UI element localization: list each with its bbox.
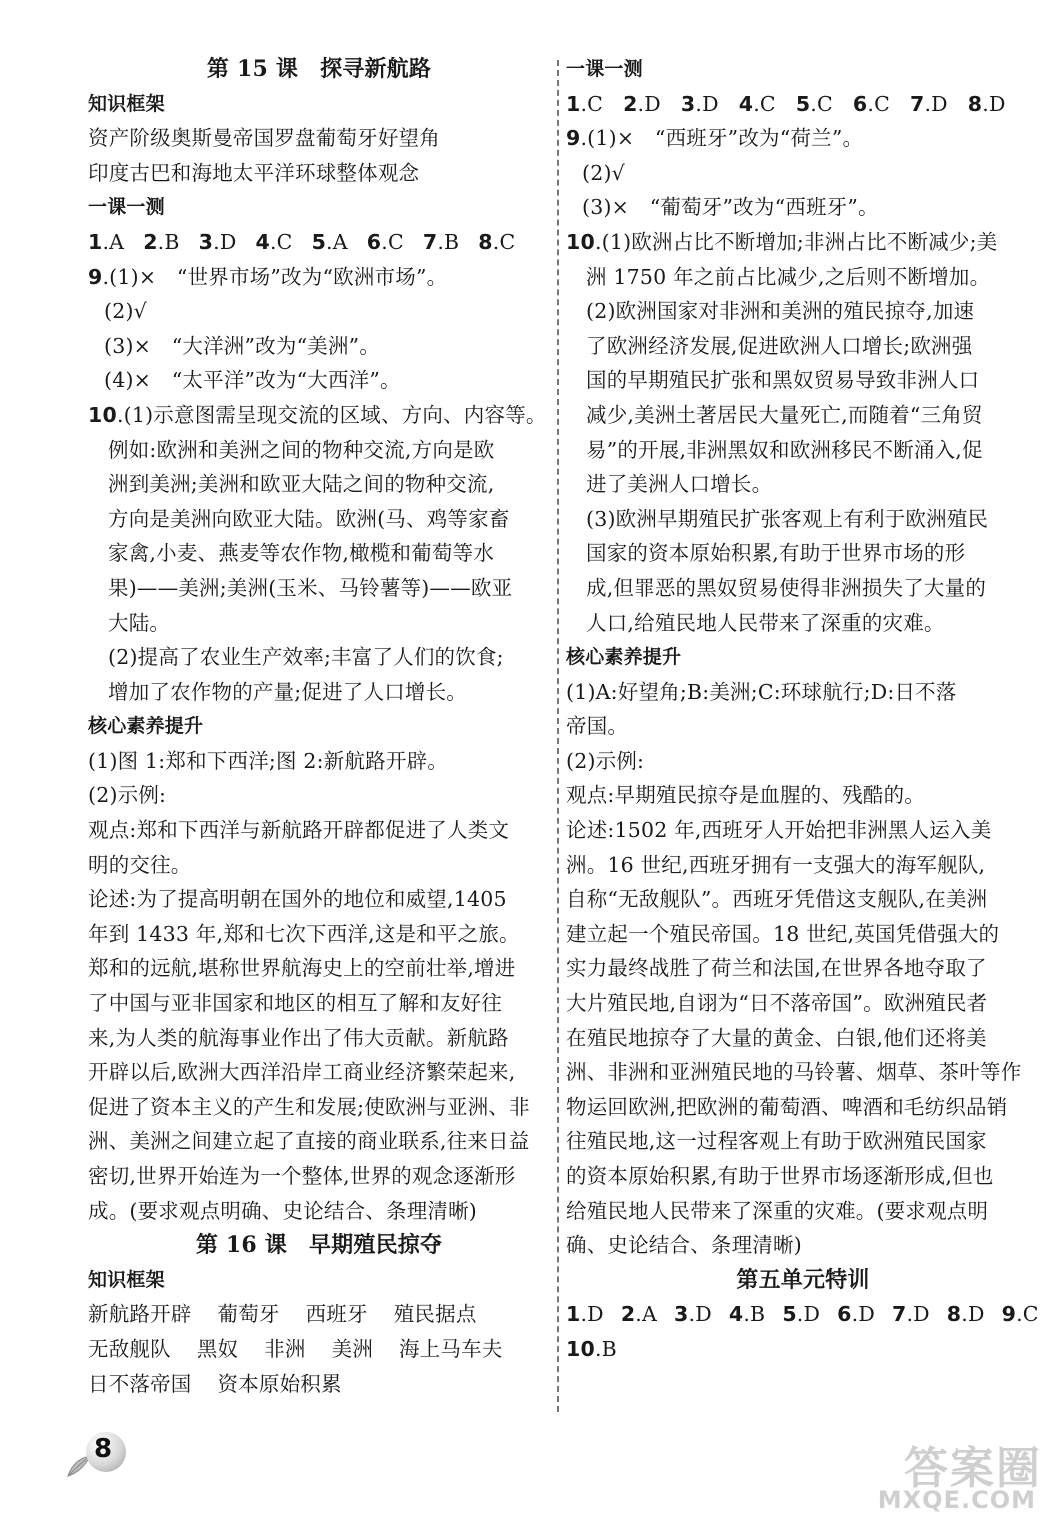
answer-item [143, 225, 179, 260]
lesson-15-title: 第 15 课 探寻新航路 [206, 56, 432, 82]
answer-choice: .C [1016, 1302, 1039, 1327]
text-line: 论述:为了提高明朝在国外的地位和威望,1405 [88, 887, 507, 912]
text-line: 洲、非洲和亚洲殖民地的马铃薯、烟草、茶叶等作 [566, 1060, 1022, 1085]
term: 环球 [295, 160, 337, 185]
answer-number: 5 [795, 91, 811, 116]
answer-choice: .B [743, 1302, 766, 1327]
answer-line [88, 363, 550, 398]
text-line: 来,为人类的航海事业作出了伟大贡献。新航路 [88, 1025, 509, 1050]
term: 新航路开辟 [88, 1302, 192, 1327]
answer-number: 7 [909, 91, 925, 116]
answer-number: 5 [782, 1302, 797, 1327]
text-line: 了中国与亚非国家和地区的相互了解和友好往 [88, 991, 502, 1016]
answer-number: 2 [620, 1302, 636, 1327]
term: 好望角 [377, 126, 440, 151]
answer-number: 6 [837, 1302, 852, 1327]
answer-choice: .D [213, 229, 237, 254]
answer-line: 减少,美洲土著居民大量死亡,而随着“三角贸 [586, 402, 983, 427]
text-line: 促进了资本主义的产生和发展;使欧洲与亚洲、非 [88, 1094, 530, 1119]
text-line: (1)图 1:郑和下西洋;图 2:新航路开辟。 [88, 748, 448, 773]
answer-text: .(1)欧洲占比不断增加;非洲占比不断减少;美 [594, 229, 998, 254]
answer-line [566, 121, 1040, 156]
term: 葡萄牙 [315, 126, 378, 151]
answer-number: 6 [366, 229, 382, 254]
answer-item [566, 1297, 604, 1332]
text-line: (1)A:好望角;B:美洲;C:环球航行;D:日不落 [566, 679, 957, 704]
term: 海上马车夫 [399, 1336, 503, 1361]
answer-item [947, 1297, 985, 1332]
answer-number: 4 [728, 1302, 744, 1327]
question-9 [88, 260, 550, 398]
term: 非洲 [264, 1336, 306, 1361]
text-line: 洲、美洲之间建立起了直接的商业联系,往来日益 [88, 1129, 530, 1154]
answer-number: 2 [143, 229, 158, 254]
core-literacy-content [88, 744, 550, 1228]
answer-number: 4 [738, 91, 754, 116]
answer-item [621, 1297, 657, 1332]
answer-line [566, 225, 1040, 260]
unit-answer-row [566, 1297, 1040, 1332]
answer-item [478, 225, 515, 260]
answer-choice: .D [637, 91, 661, 116]
answer-line: 洲 1750 年之前占比减少,之后则不断增加。 [586, 264, 991, 289]
answer-choice: .C [753, 91, 776, 116]
term: 罗盘 [274, 126, 316, 151]
answer-text: .(1)× “世界市场”改为“欧洲市场”。 [102, 264, 448, 289]
answer-line: 易”的开展,非洲黑奴和欧洲移民不断涌入,促 [586, 437, 983, 462]
answer-text: .(1)示意图需呈现交流的区域、方向、内容等。 [116, 402, 547, 427]
answer-row [566, 87, 1040, 122]
answer-number: 5 [311, 229, 327, 254]
answer-line: 大陆。 [108, 610, 171, 635]
question-number: 10 [88, 402, 117, 427]
term: 黑奴 [196, 1336, 239, 1361]
answer-item [782, 1297, 820, 1332]
answer-item [739, 87, 776, 122]
answer-choice: .C [867, 91, 890, 116]
term: 奥斯曼帝国 [170, 126, 275, 151]
answer-item [910, 87, 948, 122]
answer-line: 人口,给殖民地人民带来了深重的灾难。 [586, 610, 945, 635]
right-column [566, 52, 1040, 1367]
text-line: 给殖民地人民带来了深重的灾难。(要求观点明 [566, 1198, 989, 1223]
answer-choice: .D [580, 1302, 604, 1327]
answer-number: 2 [623, 91, 638, 116]
answer-item [423, 225, 459, 260]
answer-item [255, 225, 292, 260]
watermark-logo [872, 1432, 1042, 1518]
question-10 [88, 398, 550, 709]
term-row [88, 1367, 550, 1402]
answer-choice: .A [635, 1302, 658, 1327]
core-literacy-content [566, 675, 1040, 1263]
core-literacy-heading: 核心素养提升 [88, 715, 204, 738]
answer-line: 洲到美洲;美洲和欧亚大陆之间的物种交流, [108, 472, 495, 497]
answer-choice: .A [326, 229, 348, 254]
question-number: 10 [566, 229, 595, 254]
answer-line: 国家的资本原始积累,有助于世界市场的形 [586, 541, 966, 566]
text-line: 观点:郑和下西洋与新航路开辟都促进了人类文 [88, 818, 510, 843]
question-number: 9 [566, 126, 581, 151]
term: 殖民据点 [393, 1302, 477, 1327]
answer-line: (2)欧洲国家对非洲和美洲的殖民掠夺,加速 [586, 299, 975, 324]
term: 古巴和海地 [129, 160, 233, 185]
knowledge-framework-terms [88, 1297, 550, 1401]
answer-item [968, 87, 1006, 122]
answer-choice: .C [810, 91, 833, 116]
term: 太平洋 [232, 160, 296, 185]
answer-choice: .D [961, 1302, 985, 1327]
term-row [88, 156, 550, 191]
answer-line: 了欧洲经济发展,促进欧洲人口增长;欧洲强 [586, 333, 973, 358]
answer-number: 7 [891, 1302, 907, 1327]
answer-number: 4 [255, 229, 270, 254]
text-line: 年到 1433 年,郑和七次下西洋,这是和平之旅。 [88, 921, 520, 946]
term: 无敌舰队 [88, 1336, 171, 1361]
page-number: 8 [94, 1434, 113, 1464]
text-line: 洲。16 世纪,西班牙拥有一支强大的海军舰队, [566, 852, 986, 877]
text-line: 密切,世界开始连为一个整体,世界的观念逐渐形 [88, 1164, 516, 1188]
term: 观念 [377, 160, 420, 185]
knowledge-framework-terms [88, 121, 550, 190]
term: 资产阶级 [88, 126, 171, 151]
answer-item [892, 1297, 930, 1332]
text-line: 论述:1502 年,西班牙人开始把非洲黑人运入美 [566, 818, 992, 843]
question-9 [566, 121, 1040, 225]
text-line: 物运回欧洲,把欧洲的葡萄酒、啤酒和毛纺织品销 [566, 1094, 1008, 1119]
answer-line: 进了美洲人口增长。 [586, 472, 773, 497]
answer-line: (3)欧洲早期殖民扩张客观上有利于欧洲殖民 [586, 506, 989, 531]
answer-number: 6 [852, 91, 868, 116]
term: 印度 [88, 160, 130, 185]
answer-number: 8 [967, 91, 983, 116]
answer-choice: .D [688, 1302, 712, 1327]
answer-line [566, 156, 1040, 191]
knowledge-framework-heading: 知识框架 [88, 92, 165, 115]
answer-item [199, 225, 237, 260]
answer-line: (2)提高了农业生产效率;丰富了人们的饮食; [108, 645, 504, 670]
question-number: 9 [88, 264, 103, 289]
page-number-badge [64, 1430, 134, 1486]
answer-text: (3)× “葡萄牙”改为“西班牙”。 [582, 195, 879, 220]
answer-number: 3 [198, 229, 214, 254]
answer-text: (4)× “太平洋”改为“大西洋”。 [104, 368, 401, 393]
answer-item [729, 1297, 765, 1332]
text-line: 建立起一个殖民帝国。18 世纪,英国凭借强大的 [566, 921, 1000, 946]
answer-choice: .D [695, 91, 719, 116]
answer-text: (2)√ [104, 299, 147, 324]
column-divider [557, 60, 559, 1412]
question-10 [566, 225, 1040, 640]
answer-line: 增加了农作物的产量;促进了人口增长。 [108, 679, 468, 704]
answer-item [837, 1297, 875, 1332]
term-row [88, 1332, 550, 1367]
answer-number: 7 [422, 229, 438, 254]
answer-item [674, 1297, 712, 1332]
knowledge-framework-heading: 知识框架 [88, 1268, 165, 1291]
text-line: 在殖民地掠夺了大量的黄金、白银,他们还将美 [566, 1025, 987, 1050]
answer-line [88, 294, 550, 329]
lesson-test-heading: 一课一测 [566, 58, 643, 80]
answer-item [88, 225, 124, 260]
answer-number: 3 [680, 91, 696, 116]
answer-choice: .C [492, 229, 516, 254]
text-line: 帝国。 [566, 714, 629, 739]
answer-number: 1 [566, 91, 581, 116]
text-line: 开辟以后,欧洲大西洋沿岸工商业经济繁荣起来, [88, 1060, 516, 1085]
answer-line [566, 190, 1040, 225]
answer-item [312, 225, 348, 260]
answer-item [1002, 1297, 1039, 1332]
text-line: 郑和的远航,堪称世界航海史上的空前壮举,增进 [88, 956, 516, 981]
answer-line: 例如:欧洲和美洲之间的物种交流,方向是欧 [108, 437, 495, 462]
text-line: (2)示例: [88, 783, 167, 808]
term: 西班牙 [305, 1302, 368, 1327]
answer-text: .(1)× “西班牙”改为“荷兰”。 [580, 126, 864, 151]
text-line: 实力最终战胜了荷兰和法国,在世界各地夺取了 [566, 956, 987, 981]
answer-choice: .C [269, 229, 293, 254]
answer-number: 9 [1001, 1302, 1017, 1327]
answer-choice: .C [580, 91, 604, 116]
term: 日不落帝国 [88, 1371, 192, 1396]
term: 资本原始积累 [217, 1371, 342, 1396]
answer-line: 方向是美洲向欧亚大陆。欧洲(马、鸡等家畜 [108, 506, 510, 531]
text-line: 大片殖民地,自诩为“日不落帝国”。欧洲殖民者 [566, 991, 988, 1016]
answer-choice: .D [906, 1302, 930, 1327]
answer-line: 果)——美洲;美洲(玉米、马铃薯等)——欧亚 [108, 575, 513, 600]
text-line: (2)示例: [566, 748, 645, 773]
term: 葡萄牙 [217, 1302, 280, 1327]
answer-choice: .C [381, 229, 404, 254]
answer-number: 8 [946, 1302, 962, 1327]
answer-item [566, 87, 603, 122]
text-line: 往殖民地,这一过程客观上有助于欧洲殖民国家 [566, 1129, 987, 1154]
lesson-16-title: 第 16 课 早期殖民掠夺 [195, 1232, 443, 1259]
answer-choice: .D [851, 1302, 875, 1327]
text-line: 确、史论结合、条理清晰) [566, 1233, 802, 1258]
answer-choice: .B [437, 229, 460, 254]
answer-item [623, 87, 661, 122]
unit-answer-row-2: 10.B [566, 1336, 617, 1361]
answer-choice: .D [982, 91, 1006, 116]
answer-text: (3)× “大洋洲”改为“美洲”。 [104, 333, 381, 358]
answer-number: 1 [88, 229, 103, 254]
text-line: 明的交往。 [88, 852, 192, 877]
answer-line [88, 260, 550, 295]
term: 美洲 [331, 1336, 374, 1361]
answer-number: 8 [478, 229, 493, 254]
answer-text: (2)√ [582, 160, 625, 185]
answer-line: 成,但罪恶的黑奴贸易使得非洲损失了大量的 [586, 575, 987, 600]
text-line: 自称“无敌舰队”。西班牙凭借这支舰队,在美洲 [566, 887, 988, 912]
term-row [88, 1297, 550, 1332]
unit-5-title: 第五单元特训 [736, 1266, 870, 1293]
watermark-url: MXQE.COM [877, 1486, 1036, 1514]
text-line: 的资本原始积累,有助于世界市场逐渐形成,但也 [566, 1164, 994, 1188]
watermark-text: 答案圈 [904, 1443, 1042, 1494]
answer-line: 家禽,小麦、燕麦等农作物,橄榄和葡萄等水 [108, 541, 495, 566]
answer-item [367, 225, 404, 260]
answer-item [853, 87, 890, 122]
term-row [88, 121, 550, 156]
answer-item [796, 87, 833, 122]
answer-choice: .D [924, 91, 948, 116]
lesson-test-heading: 一课一测 [88, 196, 165, 219]
answer-number: 3 [674, 1302, 689, 1327]
term: 整体 [336, 160, 378, 185]
text-line: 成。(要求观点明确、史论结合、条理清晰) [88, 1198, 477, 1223]
text-line: 观点:早期殖民掠夺是血腥的、残酷的。 [566, 783, 926, 808]
answer-item [681, 87, 719, 122]
answer-choice: .D [796, 1302, 821, 1327]
left-column [88, 52, 550, 1401]
answer-line [88, 398, 550, 433]
core-literacy-heading: 核心素养提升 [566, 646, 682, 669]
answer-choice: .B [157, 229, 180, 254]
answer-choice: .A [102, 229, 125, 254]
answer-line [88, 329, 550, 364]
answer-row [88, 225, 550, 260]
answer-line: 国的早期殖民扩张和黑奴贸易导致非洲人口 [586, 368, 980, 393]
answer-number: 1 [566, 1302, 581, 1327]
